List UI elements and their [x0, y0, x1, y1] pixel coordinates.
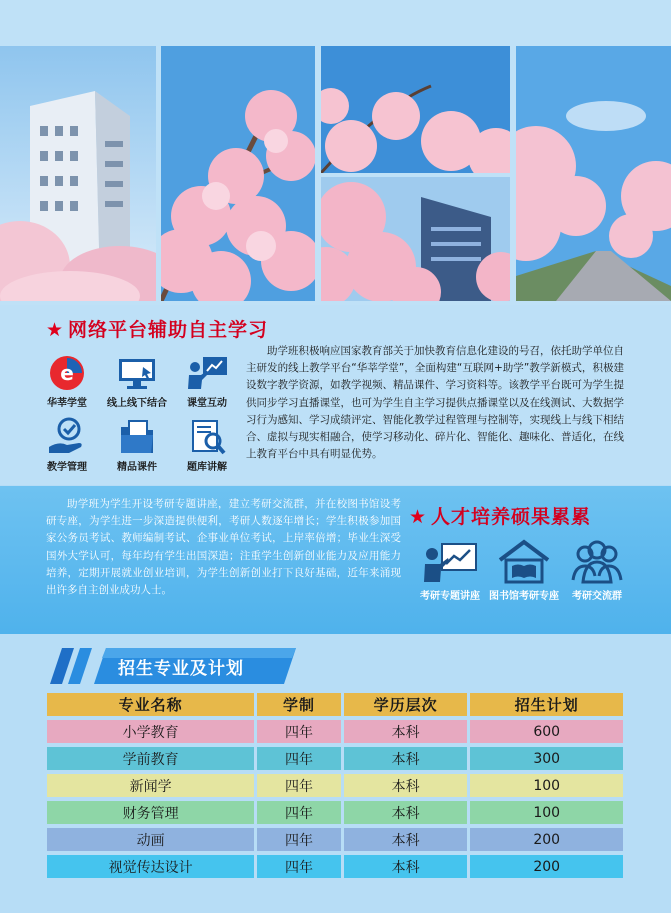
table-row — [47, 828, 623, 851]
table-row — [47, 801, 623, 824]
cell-level: 本科 — [341, 720, 468, 743]
icon-label: 图书馆考研专座 — [489, 591, 559, 602]
cell-major: 小学教育 — [47, 720, 254, 743]
table-row — [47, 720, 623, 743]
icon-teaching-management — [32, 417, 102, 473]
cell-major: 财务管理 — [47, 801, 254, 824]
cell-quota: 100 — [467, 774, 623, 797]
folder-icon — [115, 417, 159, 457]
icon-label: 教学管理 — [47, 462, 87, 473]
enrollment-plan-table — [47, 689, 623, 882]
cell-level: 本科 — [341, 828, 468, 851]
cell-level: 本科 — [341, 774, 468, 797]
online-section-paragraph: 助学班积极响应国家教育部关于加快教育信息化建设的号召，依托助学单位自主研发的线上教学平台“华莘学堂”，全面构建“互联网+助学”教学新模式，积极建设数字教学资源，如教学视频、精品课件、学习资料等。该教学平台既可为学生提供同步学习直播课堂，也可为学生自主学习提供点播课堂以及在线测试、大数据学习行为感知、学习成绩评定、智能化教学过程管理与控制等，实现线上与线下相结合、虚拟与现实相融合，使学习移动化、碎片化、智能化、趣味化、普适化，在线上教育平台中具有明显优势。 — [246, 345, 624, 461]
blossom-campus-photo — [321, 177, 510, 301]
icon-courseware — [102, 417, 172, 473]
icon-label: 精品课件 — [117, 462, 157, 473]
huashen-logo-icon — [45, 353, 89, 393]
talent-section — [0, 486, 671, 634]
photo-collage — [0, 0, 671, 305]
star-icon: ★ — [46, 319, 65, 341]
talent-section-title: ★ 人才培养硕果累累 — [409, 506, 592, 528]
cell-level: 本科 — [341, 855, 468, 878]
teacher-board-icon — [185, 353, 229, 393]
table-header-row — [47, 693, 623, 716]
cell-years: 四年 — [254, 720, 340, 743]
group-icon — [569, 538, 625, 586]
cell-years: 四年 — [254, 801, 340, 824]
online-section-title: ★ 网络平台辅助自主学习 — [46, 319, 269, 341]
cell-major: 学前教育 — [47, 747, 254, 770]
icon-question-bank — [172, 417, 242, 473]
lecture-icon — [422, 538, 478, 586]
cell-major: 新闻学 — [47, 774, 254, 797]
table-row — [47, 855, 623, 878]
icon-exchange-group — [555, 538, 639, 602]
icon-huashen — [32, 353, 102, 409]
header-major: 专业名称 — [47, 693, 254, 716]
cell-years: 四年 — [254, 747, 340, 770]
table-row — [47, 747, 623, 770]
header-years: 学制 — [254, 693, 340, 716]
talent-section-paragraph: 助学班为学生开设考研专题讲座，建立考研交流群，并在校图书馆设考研专座，为学生进一步深造提供便利，考研人数逐年增长；学生积极参加国家公务员考试、教师编制考试、企事业单位考试，上岸率倍增；毕业生深受国外大学认可，每年均有学生出国深造；注重学生创新创业能力及应用能力培养，定期开展就业创业培训，为学生创新创业打下良好基础，近年来涌现出许多自主创业成功人士。 — [46, 498, 401, 597]
check-hand-icon — [45, 417, 89, 457]
icon-label: 考研交流群 — [572, 591, 622, 602]
icon-label: 华莘学堂 — [47, 398, 87, 409]
enrollment-plan-section — [0, 634, 671, 913]
icon-label: 线上线下结合 — [107, 398, 167, 409]
computer-icon — [115, 353, 159, 393]
icon-label: 课堂互动 — [187, 398, 227, 409]
icon-online-offline — [102, 353, 172, 409]
cell-quota: 100 — [467, 801, 623, 824]
icon-label: 题库讲解 — [187, 462, 227, 473]
library-icon — [496, 538, 552, 586]
header-quota: 招生计划 — [467, 693, 623, 716]
blossom-sky-photo — [321, 46, 510, 173]
plan-title: 招生专业及计划 — [118, 659, 244, 679]
cell-level: 本科 — [341, 801, 468, 824]
cell-quota: 300 — [467, 747, 623, 770]
star-icon: ★ — [409, 506, 428, 528]
blossom-road-photo — [516, 46, 671, 301]
cell-years: 四年 — [254, 774, 340, 797]
table-row — [47, 774, 623, 797]
building-blossom-photo — [0, 46, 156, 301]
svg-text:e: e — [60, 361, 74, 385]
cell-level: 本科 — [341, 747, 468, 770]
cell-major: 视觉传达设计 — [47, 855, 254, 878]
icon-class-interaction — [172, 353, 242, 409]
cell-quota: 200 — [467, 855, 623, 878]
online-learning-section — [0, 305, 671, 485]
header-level: 学历层次 — [341, 693, 468, 716]
blossom-branch-photo — [161, 46, 315, 301]
cell-major: 动画 — [47, 828, 254, 851]
magnifier-doc-icon — [185, 417, 229, 457]
cell-years: 四年 — [254, 828, 340, 851]
cell-quota: 200 — [467, 828, 623, 851]
icon-label: 考研专题讲座 — [420, 591, 480, 602]
cell-years: 四年 — [254, 855, 340, 878]
cell-quota: 600 — [467, 720, 623, 743]
